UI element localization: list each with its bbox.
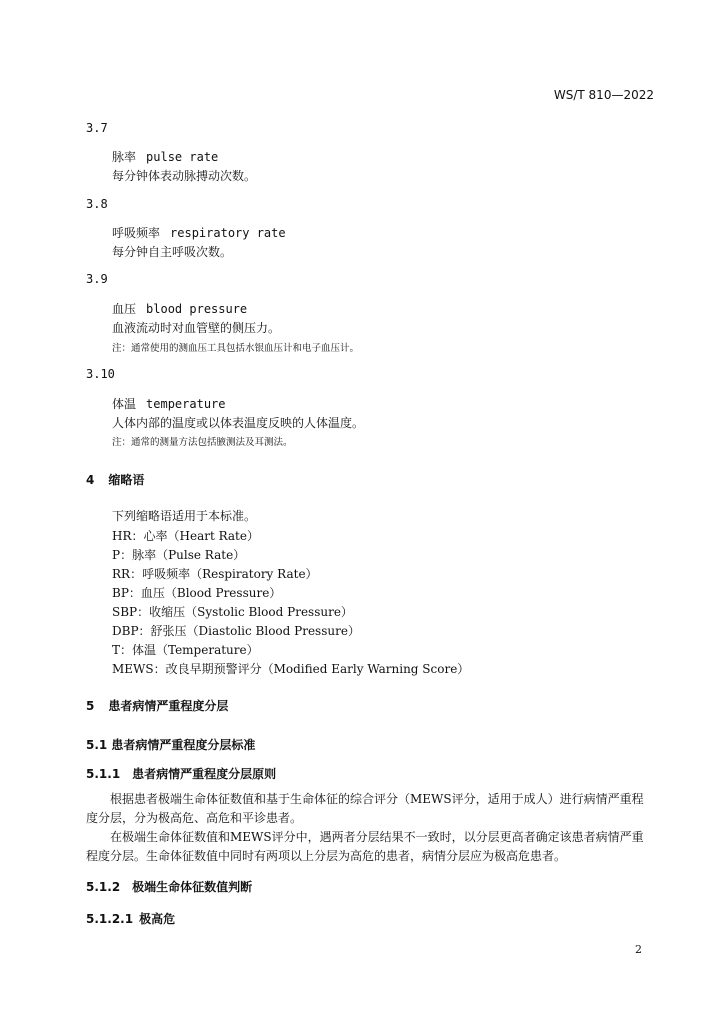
term-note: 注：通常使用的测血压工具包括水银血压计和电子血压计。	[112, 343, 360, 354]
term-name	[112, 148, 218, 165]
section-number: 5	[86, 699, 95, 713]
term-definition: 人体内部的温度或以体表温度反映的人体温度。	[112, 416, 365, 430]
abbreviation-item: RR：呼吸频率（Respiratory Rate）	[112, 567, 318, 581]
term-name	[112, 395, 226, 412]
term-number: 3.9	[86, 272, 108, 286]
clause-number: 5.1.2.1	[86, 912, 134, 926]
term-definition: 每分钟自主呼吸次数。	[112, 245, 233, 259]
abbreviation-item: MEWS：改良早期预警评分（Modified Early Warning Score）	[112, 662, 470, 676]
term-definition: 血液流动时对血管壁的侧压力。	[112, 321, 281, 335]
clause-heading	[86, 765, 276, 782]
term-definition: 每分钟体表动脉搏动次数。	[112, 169, 257, 183]
clause-title: 极高危	[139, 912, 176, 926]
clause-title: 患者病情严重程度分层原则	[132, 767, 277, 781]
section-title: 缩略语	[108, 473, 145, 487]
clause-number: 5.1.1	[86, 767, 121, 781]
abbreviation-item: P：脉率（Pulse Rate）	[112, 548, 246, 562]
abbreviation-item: BP：血压（Blood Pressure）	[112, 586, 282, 600]
term-en: temperature	[146, 397, 226, 411]
abbreviation-item: T：体温（Temperature）	[112, 643, 259, 657]
abbreviation-item: HR：心率（Heart Rate）	[112, 529, 259, 543]
term-number: 3.10	[86, 367, 115, 381]
paragraph: 在极端生命体征数值和MEWS评分中，遇两者分层结果不一致时，以分层更高者确定该患者病情严重程度分层。生命体征数值中同时有两项以上分层为高危的患者，病情分层应为极高危患者。	[86, 830, 644, 863]
term-zh: 呼吸频率	[112, 226, 161, 240]
abbreviation-item: SBP：收缩压（Systolic Blood Pressure）	[112, 605, 353, 619]
term-number: 3.7	[86, 121, 108, 135]
clause-heading	[86, 910, 175, 927]
subsection-heading: 5.1 患者病情严重程度分层标准	[86, 738, 256, 752]
term-zh: 体温	[112, 397, 137, 411]
paragraph: 根据患者极端生命体征数值和基于生命体征的综合评分（MEWS评分，适用于成人）进行病情严重程度分层，分为极高危、高危和平诊患者。	[86, 792, 644, 825]
clause-title: 极端生命体征数值判断	[132, 880, 253, 894]
page-number: 2	[635, 943, 642, 956]
abbreviation-item: DBP：舒张压（Diastolic Blood Pressure）	[112, 624, 360, 638]
term-name	[112, 224, 286, 241]
section-number: 4	[86, 473, 95, 487]
term-note: 注：通常的测量方法包括腋测法及耳测法。	[112, 437, 293, 448]
term-name	[112, 300, 247, 317]
abbreviation-intro: 下列缩略语适用于本标准。	[112, 509, 257, 523]
clause-number: 5.1.2	[86, 880, 121, 894]
term-zh: 血压	[112, 302, 137, 316]
term-en: pulse rate	[146, 150, 219, 164]
term-zh: 脉率	[112, 150, 137, 164]
term-en: blood pressure	[146, 302, 248, 316]
document-code: WS/T 810—2022	[553, 88, 654, 102]
clause-heading	[86, 878, 252, 895]
section-heading	[86, 697, 228, 714]
section-title: 患者病情严重程度分层	[108, 699, 229, 713]
term-en: respiratory rate	[170, 226, 286, 240]
section-heading	[86, 471, 144, 488]
term-number: 3.8	[86, 197, 108, 211]
